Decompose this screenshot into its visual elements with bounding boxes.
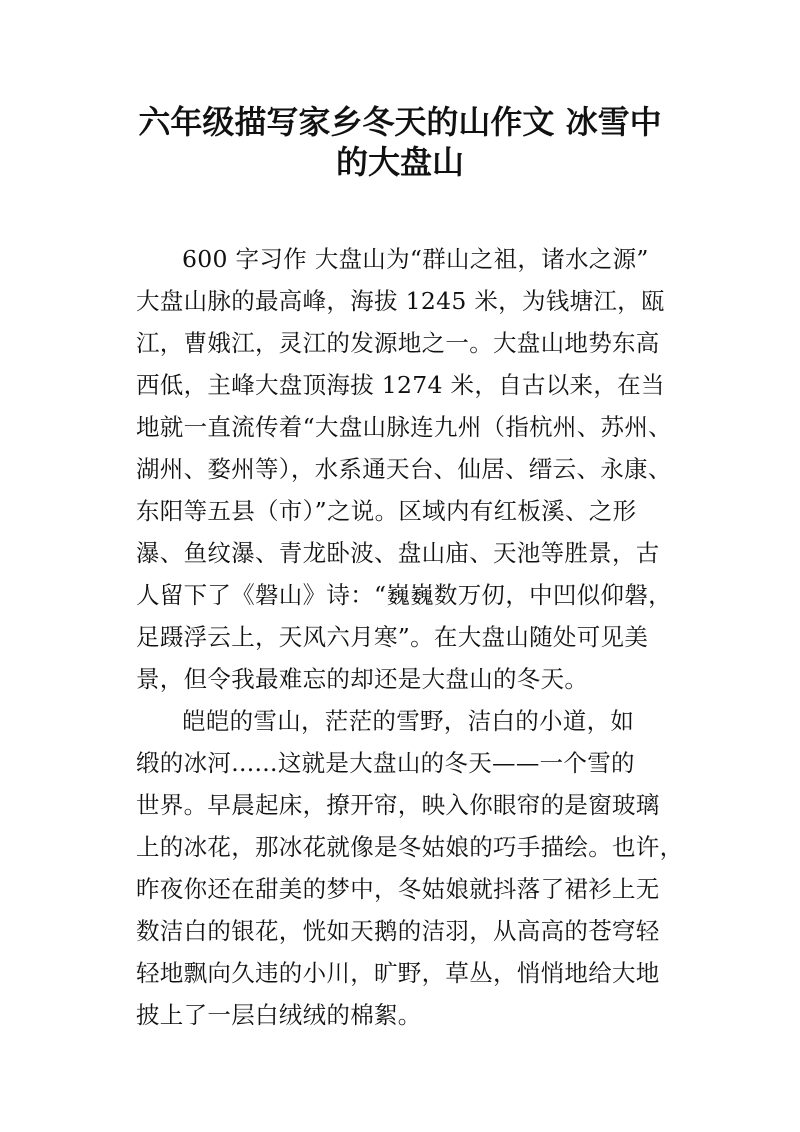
text-line: 轻地飘向久违的小川，旷野，草丛，悄悄地给大地: [136, 959, 660, 987]
paragraph-2: [136, 700, 684, 1036]
text-line: 景，但令我最难忘的却还是大盘山的冬天。: [136, 665, 589, 693]
text-line: 大盘山脉的最高峰，海拔 1245 米，为钱塘江，瓯: [136, 287, 665, 315]
text-line: 缎的冰河......这就是大盘山的冬天——一个雪的: [136, 749, 635, 777]
text-line: 东阳等五县（市）”之说。区域内有红板溪、之形: [136, 497, 637, 525]
paragraph-1: [136, 238, 676, 700]
text-line: 世界。早晨起床，撩开帘，映入你眼帘的是窗玻璃: [136, 791, 660, 819]
text-line: 600 字习作 大盘山为“群山之祖，诸水之源”: [182, 245, 649, 273]
text-line: 瀑、鱼纹瀑、青龙卧波、盘山庙、天池等胜景，古: [136, 539, 660, 567]
text-line: 湖州、婺州等），水系通天台、仙居、缙云、永康、: [136, 455, 672, 483]
text-line: 江，曹娥江，灵江的发源地之一。大盘山地势东高: [136, 329, 660, 357]
text-line: 上的冰花，那冰花就像是冬姑娘的巧手描绘。也许，: [136, 833, 684, 861]
text-line: 人留下了《磐山》诗：“巍巍数万仞，中凹似仰磐，: [136, 581, 672, 609]
document-body: [136, 238, 684, 1036]
text-line: 皑皑的雪山，茫茫的雪野，洁白的小道，如: [182, 707, 635, 735]
text-line: 地就一直流传着“大盘山脉连九州（指杭州、苏州、: [136, 413, 672, 441]
document-title-line-1: 六年级描写家乡冬天的山作文 冰雪中: [138, 103, 662, 141]
document-title-line-2: 的大盘山: [335, 143, 464, 181]
text-line: 昨夜你还在甜美的梦中，冬姑娘就抖落了裙衫上无: [136, 875, 660, 903]
text-line: 足蹑浮云上，天风六月寒”。在大盘山随处可见美: [136, 623, 649, 651]
text-line: 数洁白的银花，恍如天鹅的洁羽，从高高的苍穹轻: [136, 917, 660, 945]
text-line: 披上了一层白绒绒的棉絮。: [136, 1001, 422, 1029]
text-line: 西低，主峰大盘顶海拔 1274 米，自古以来，在当: [136, 371, 665, 399]
